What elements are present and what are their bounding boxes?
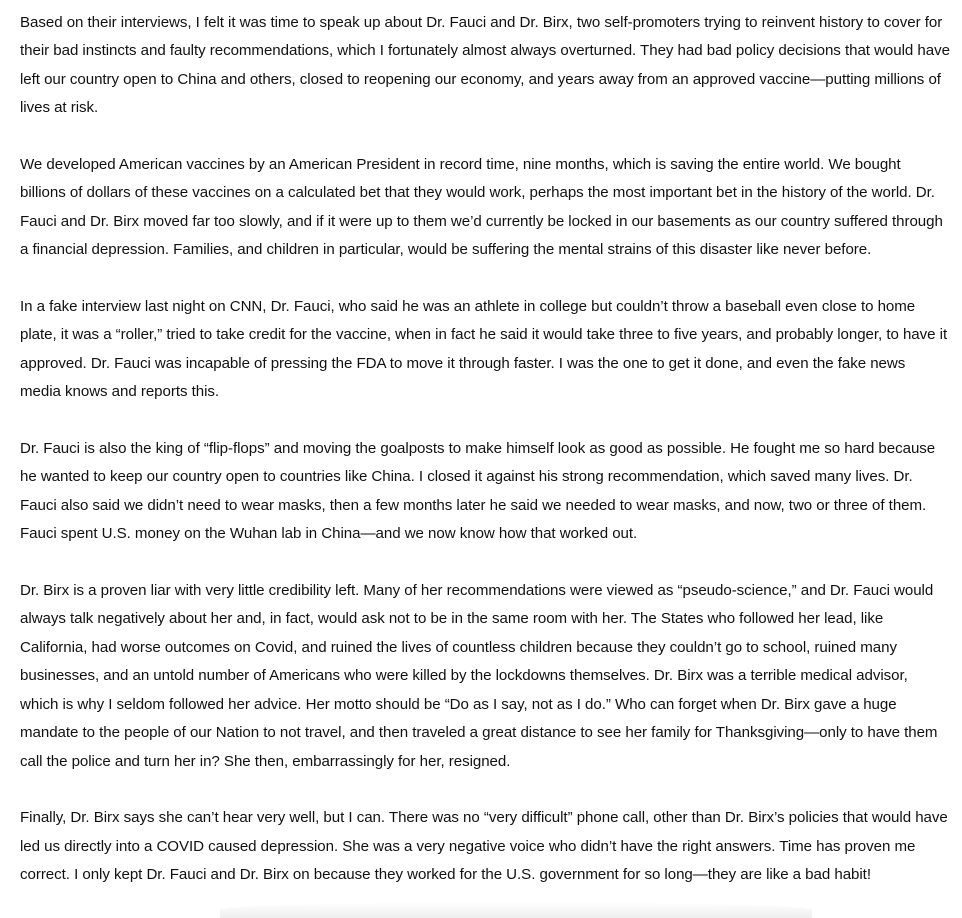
paragraph-4: Dr. Fauci is also the king of “flip-flops” and moving the goalposts to make himself look as good as possible. He fought me so hard because he wanted to keep our country open to countries like China. I closed it against his strong recommendation, which saved many lives. Dr. Fauci also said we didn’t need to wear masks, then a few months later he said we needed to wear masks, and now, two or three of them. Fauci spent U.S. money on the Wuhan lab in China—and we now know how that worked out. bbox=[20, 440, 936, 543]
paragraph-2: We developed American vaccines by an American President in record time, nine months, which is saving the entire world. We bought billions of dollars of these vaccines on a calculated bet that they would work, perhaps the most important bet in the history of the world. Dr. Fauci and Dr. Birx moved far too slowly, and if it were up to them we’d currently be locked in our basements as our country suffered through a financial depression. Families, and children in particular, would be suffering the mental strains of this disaster like never before. bbox=[20, 156, 943, 259]
paragraph-5: Dr. Birx is a proven liar with very little credibility left. Many of her recommendations were viewed as “pseudo-science,” and Dr. Fauci would always talk negatively about her and, in fact, would ask not to be in the same room with her. The States who followed her lead, like California, had worse outcomes on Covid, and ruined the lives of countless children because they couldn’t go to school, ruined many businesses, and an untold number of Americans who were killed by the lockdowns themselves. Dr. Birx was a terrible medical advisor, which is why I seldom followed her advice. Her motto should be “Do as I say, not as I do.” Who can forget when Dr. Birx gave a huge mandate to the people of our Nation to not travel, and then traveled a great distance to see her family for Thanksgiving—only to have them call the police and turn her in? She then, embarrassingly for her, resigned. bbox=[20, 582, 938, 770]
statement-text bbox=[20, 9, 950, 890]
paragraph-3: In a fake interview last night on CNN, Dr. Fauci, who said he was an athlete in college but couldn’t throw a baseball even close to home plate, it was a “roller,” tried to take credit for the vaccine, when in fact he said it would take three to five years, and probably longer, to have it approved. Dr. Fauci was incapable of pressing the FDA to move it through faster. I was the one to get it done, and even the fake news media knows and reports this. bbox=[20, 298, 948, 401]
bottom-shadow bbox=[220, 902, 812, 918]
paragraph-6: Finally, Dr. Birx says she can’t hear very well, but I can. There was no “very difficult” phone call, other than Dr. Birx’s policies that would have led us directly into a COVID caused depression. She was a very negative voice who didn’t have the right answers. Time has proven me correct. I only kept Dr. Fauci and Dr. Birx on because they worked for the U.S. government for so long—they are like a bad habit! bbox=[20, 809, 948, 884]
paragraph-1: Based on their interviews, I felt it was time to speak up about Dr. Fauci and Dr. Birx, two self-promoters trying to reinvent history to cover for their bad instincts and faulty recommendations, which I fortunately almost always overturned. They had bad policy decisions that would have left our country open to China and others, closed to reopening our economy, and years away from an approved vaccine—putting millions of lives at risk. bbox=[20, 14, 950, 117]
